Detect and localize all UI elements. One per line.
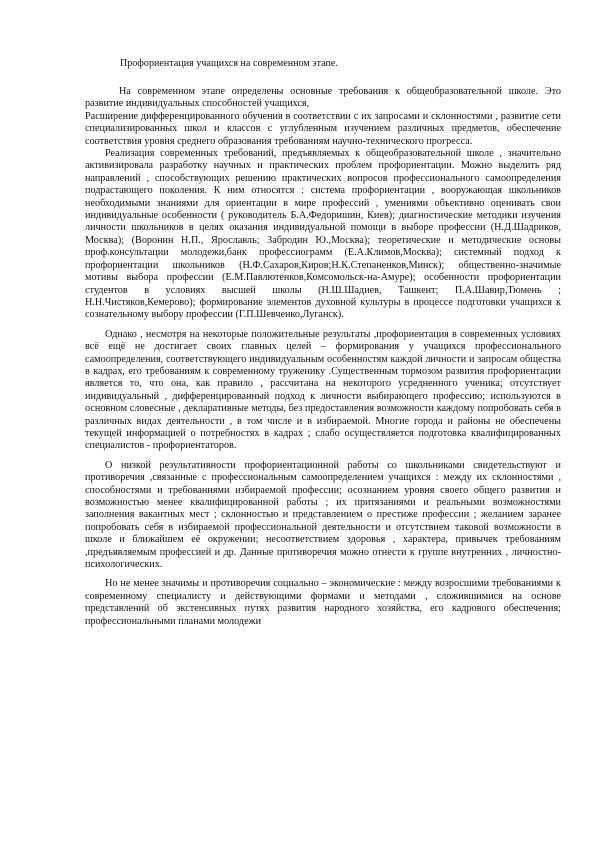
paragraph-4: Однако , несмотря на некоторые положительные результаты ,профориентация в современных условиях всё ещё не достигает своих главных целей – формирования у учащихся профессионального самоопределения, соответствующего индивидуальным особенностям каждой личности и запросам общества в кадрах, его требованиям к современному труженику .Существенным тормозом развития профориентации является то, что она, как правило , рассчитана на некоторого усредненного ученика; отсутствует индивидуальный , дифференцированный подход к личности выбирающего профессию; используются в основном словесные , декларативные методы, без предоставления возможности каждому попробовать себя в различных видах деятельности , в том числе и в избираемой. Многие города и районы не обеспечены текущей информацией о потребностях в кадрах ; слабо осуществляется подготовка квалифицированных специалистов - профориентаторов. xyxy=(85,328,561,452)
paragraph-6: Но не менее значимы и противоречия социально – экономические : между возросшими требованиями к современному специалисту и действующими формами и методами , сложившимися на основе представлений об экстенсивных путях развития народного хозяйства, его кадрового обеспечения; профессиональными планами молодежи xyxy=(85,578,561,627)
paragraph-2: Расширение дифференцированного обучения в соответствии с их запросами и склонностями , развитие сети специализированных школ и классов с углубленным изучением различных предметов, обеспечение соответствия уровня среднего образования требованиям научно-технического прогресса. xyxy=(85,110,561,147)
paragraph-1: На современном этапе определены основные требования к общеобразовательной школе. Это развитие индивидуальных способностей учащихся, xyxy=(85,86,561,110)
paragraph-5: О низкой результативности профориентационной работы со школьниками свидетельствуют и противоречия ,связанные с профессиональным самоопределением учащихся : между их склонностями , способностями и требованиями избираемой профессии; осознанием уровня своего общего развития и возможностью менее квалифицированной работы ; их притязаниями и реальными возможностями заполнения вакантных мест ; склонностью и представлением о престиже профессии ; желанием заранее попробовать себя в избираемой профессиональной деятельности и отсутствием таковой возможности в школе и ближайшем её окружении; несоответствием здоровья , характера, привычек требованиям ,предъявляемым профессией и др. Данные противоречия можно отнести к группе внутренних , личностно-психологических. xyxy=(85,459,561,571)
document-title: Профориентация учащихся на современном этапе. xyxy=(120,58,338,69)
paragraph-3: Реализация современных требований, предъявляемых к общеобразовательной школе , значительно активизировала разработку научных и практических проблем профориентации. Можно выделить ряд направлений , способствующих решению практических вопросов профессионального самоопределения подрастающего поколения. К ним относятся : система профориентации , вооружающая школьников необходимыми знаниями для ориентации в мире профессий , умениями объективно оценивать свои индивидуальные особенности ( руководитель Б.А.Федоришин, Киев); диагностические методики изучения личности школьников в целях оказания индивидуальной помощи в выборе профессии (Н.Д.Шадриков, Москва); (Воронин Н.П., Ярославль; Забродин Ю.,Москва); теоретические и методические основы проф.консультации молодежи,банк профессиограмм (Е.А.Климов,Москва); системный подход к профориентации школьников (Н.Ф.Сахаров,Киров;Н.К.Степаненков,Минск); общественно-значимые мотивы выбора профессии (Е.М.Павлютенков,Комсомольск-на-Амуре); особенности профориентации студентов в условиях высшей школы (Н.Ш.Шадиев, Ташкент; П.А.Шавир,Тюмень ; Н.Н.Чистяков,Кемерово); формирование элементов духовной культуры в процессе подготовки учащихся к сознательному выбору профессии (Г.П.Шевченко,Луганск). xyxy=(85,148,561,321)
